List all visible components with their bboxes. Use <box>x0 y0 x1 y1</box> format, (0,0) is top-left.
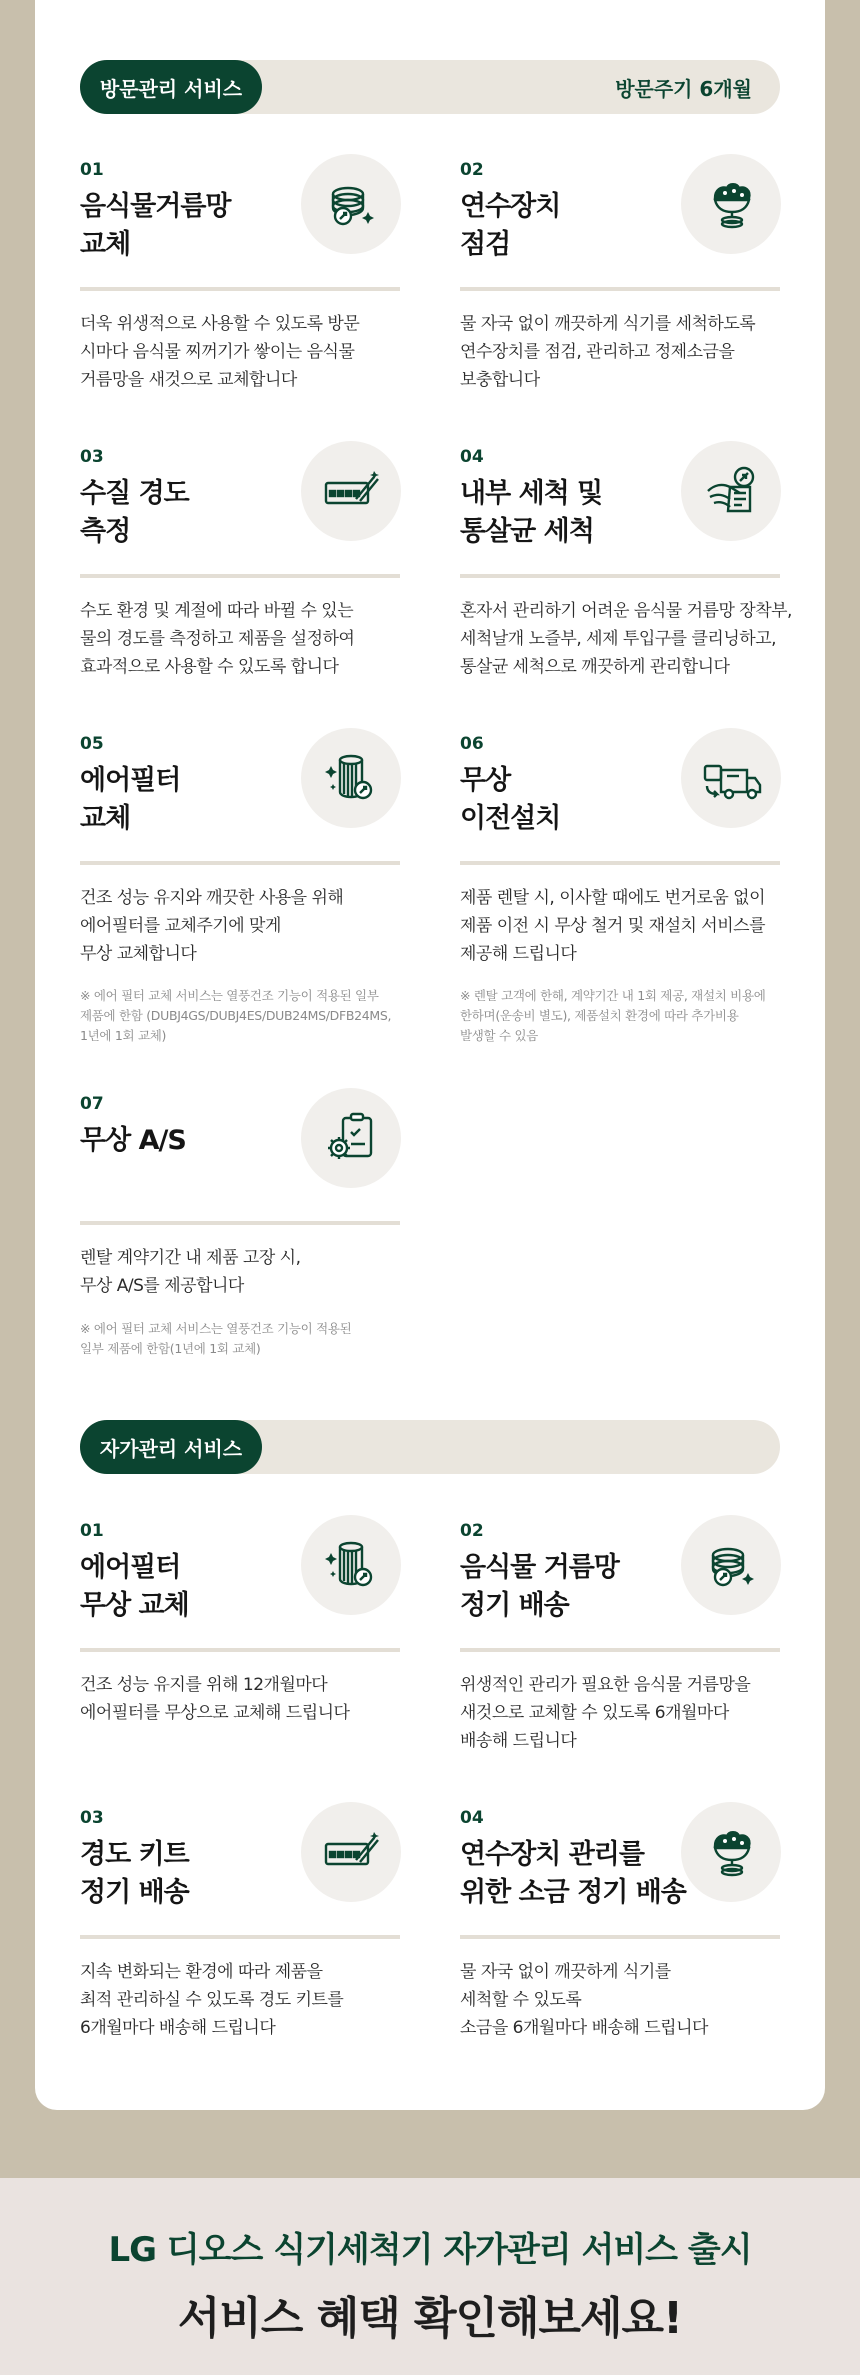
item-description: 물 자국 없이 깨끗하게 식기를 세척하도록 연수장치를 점검, 관리하고 정제소금을 보충합니다 <box>460 314 756 390</box>
item-divider <box>80 861 400 865</box>
item-divider <box>80 1221 400 1225</box>
visit-service-pill: 방문관리 서비스 <box>80 60 262 114</box>
item-title: 수질 경도 측정 <box>80 478 189 547</box>
item-description: 건조 성능 유지를 위해 12개월마다 에어필터를 무상으로 교체해 드립니다 <box>80 1675 350 1723</box>
item-title: 내부 세척 및 통살균 세척 <box>460 478 603 547</box>
air-filter-icon <box>301 728 401 828</box>
item-title: 연수장치 관리를 위한 소금 정기 배송 <box>460 1839 686 1908</box>
item-number: 07 <box>80 1094 104 1114</box>
item-number: 04 <box>460 447 484 467</box>
service-checklist-icon <box>301 1088 401 1188</box>
water-softener-icon <box>681 154 781 254</box>
item-title: 에어필터 교체 <box>80 765 181 834</box>
item-title: 경도 키트 정기 배송 <box>80 1839 189 1908</box>
item-description: 위생적인 관리가 필요한 음식물 거름망을 새것으로 교체할 수 있도록 6개월마다 배송해 드립니다 <box>460 1675 751 1751</box>
item-number: 01 <box>80 1521 104 1541</box>
item-number: 03 <box>80 447 104 467</box>
hardness-test-strip-icon <box>301 441 401 541</box>
item-number: 02 <box>460 160 484 180</box>
visit-cycle-label: 방문주기 6개월 <box>615 76 752 101</box>
item-description: 더욱 위생적으로 사용할 수 있도록 방문 시마다 음식물 찌꺼기가 쌓이는 음식물 거름망을 새것으로 교체합니다 <box>80 314 360 390</box>
item-title: 음식물거름망 교체 <box>80 191 231 260</box>
item-number: 01 <box>80 160 104 180</box>
item-description: 혼자서 관리하기 어려운 음식물 거름망 장착부, 세척날개 노즐부, 세제 투입구를 클리닝하고, 통살균 세척으로 깨끗하게 관리합니다 <box>460 601 792 677</box>
footer-subheadline: 서비스 혜택 확인해보세요! <box>177 2293 683 2344</box>
item-note: ※ 렌탈 고객에 한해, 계약기간 내 1회 제공, 재설치 비용에 한하며(운송비 별도), 제품설치 환경에 따라 추가비용 발생할 수 있음 <box>460 988 766 1043</box>
item-description: 건조 성능 유지와 깨끗한 사용을 위해 에어필터를 교체주기에 맞게 무상 교체합니다 <box>80 888 344 964</box>
item-description: 물 자국 없이 깨끗하게 식기를 세척할 수 있도록 소금을 6개월마다 배송해 드립니다 <box>460 1962 708 2038</box>
item-description: 제품 렌탈 시, 이사할 때에도 번거로움 없이 제품 이전 시 무상 철거 및 재설치 서비스를 제공해 드립니다 <box>460 888 766 964</box>
item-divider <box>80 574 400 578</box>
visit-service-header <box>80 60 780 114</box>
self-service-pill: 자가관리 서비스 <box>80 1420 262 1474</box>
self-service-header <box>80 1420 780 1474</box>
item-divider <box>460 287 780 291</box>
item-title: 무상 이전설치 <box>460 765 561 834</box>
item-title: 음식물 거름망 정기 배송 <box>460 1552 619 1621</box>
item-note: ※ 에어 필터 교체 서비스는 열풍건조 기능이 적용된 일부 제품에 한함 (DUBJ4GS/DUBJ4ES/DUB24MS/DFB24MS, 1년에 1회 교체) <box>80 988 392 1043</box>
item-title: 연수장치 점검 <box>460 191 561 260</box>
food-filter-mesh-icon <box>301 154 401 254</box>
item-description: 지속 변화되는 환경에 따라 제품을 최적 관리하실 수 있도록 경도 키트를 6개월마다 배송해 드립니다 <box>80 1962 344 2038</box>
item-divider <box>460 1935 780 1939</box>
footer-headline: LG 디오스 식기세척기 자가관리 서비스 출시 <box>108 2230 752 2270</box>
food-filter-mesh-icon <box>681 1515 781 1615</box>
item-title: 무상 A/S <box>80 1125 186 1156</box>
item-divider <box>460 861 780 865</box>
hardness-test-strip-icon <box>301 1802 401 1902</box>
item-note: ※ 에어 필터 교체 서비스는 열풍건조 기능이 적용된 일부 제품에 한함(1년에 1회 교체) <box>80 1321 352 1356</box>
item-number: 04 <box>460 1808 484 1828</box>
item-divider <box>460 574 780 578</box>
moving-truck-icon <box>681 728 781 828</box>
air-filter-icon <box>301 1515 401 1615</box>
water-softener-icon <box>681 1802 781 1902</box>
item-description: 렌탈 계약기간 내 제품 고장 시, 무상 A/S를 제공합니다 <box>80 1248 301 1296</box>
item-divider <box>460 1648 780 1652</box>
cleaning-hand-icon <box>681 441 781 541</box>
item-divider <box>80 1648 400 1652</box>
item-number: 03 <box>80 1808 104 1828</box>
item-title: 에어필터 무상 교체 <box>80 1552 189 1621</box>
item-description: 수도 환경 및 계절에 따라 바뀔 수 있는 물의 경도를 측정하고 제품을 설정하여 효과적으로 사용할 수 있도록 합니다 <box>80 601 355 677</box>
item-number: 02 <box>460 1521 484 1541</box>
item-number: 06 <box>460 734 484 754</box>
item-divider <box>80 1935 400 1939</box>
item-divider <box>80 287 400 291</box>
item-number: 05 <box>80 734 104 754</box>
